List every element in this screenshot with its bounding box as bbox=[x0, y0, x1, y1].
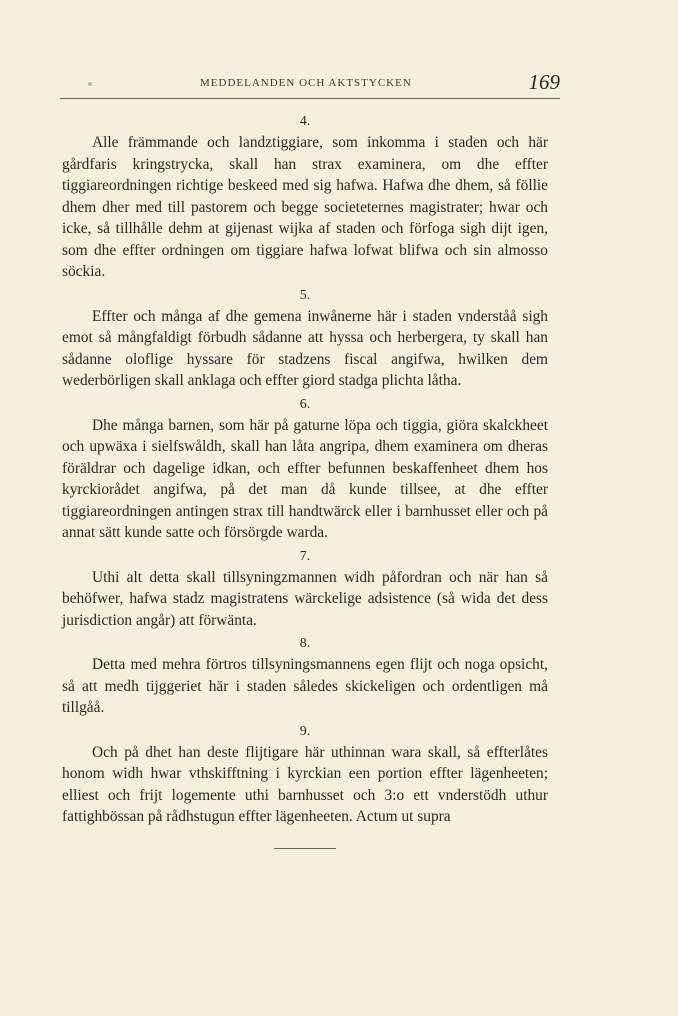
section-text-4: Alle främmande och landztiggiare, som inkomma i staden och här gårdfaris kringstrycka, skall han strax examinera, om dhe effter tiggiareordningen richtige beskeed med sig hafwa. Hafwa dhe dhem, så föllie dhem dher med till pastorem och begge societeternes magistrater; hwar och icke, så tillhålle dehm at gijenast wijka af staden och förfoga sigh dijt igen, som dhe effter ordningen om tiggiare hafwa lofwat blifwa och sin almosso söckia. bbox=[62, 134, 548, 280]
section-number-6: 6. bbox=[299, 396, 311, 412]
section-number-9: 9. bbox=[299, 723, 311, 739]
running-head: MEDDELANDEN OCH AKTSTYCKEN bbox=[200, 77, 412, 89]
body-text bbox=[62, 112, 548, 849]
page-header bbox=[60, 72, 560, 99]
section-text-6: Dhe många barnen, som här på gaturne löpa och tiggia, giöra skalckheet och upwäxa i sielfswåldh, skall han låta angripa, dhem examinera om dheras föräldrar och dagelige idkan, och effter befunnen beskaffenheet dhem hos kyrckiorådet angifwa, på det man då kunde tillsee, at dhe effter tiggiareordningen antingen strax till handtwärck eller i barnhusset eller och på annat sätt kunde satte och försörgde warda. bbox=[62, 416, 548, 541]
section-number-8: 8. bbox=[299, 636, 311, 651]
section-text-7: Uthi alt detta skall tillsyningzmannen widh påfordran och när han så behöfwer, hafwa stadz magistratens wärckelige adsistence (så wida det dess jurisdiction angår) att förwänta. bbox=[62, 568, 548, 629]
ink-speck bbox=[88, 82, 92, 86]
section-text-8: Detta med mehra förtros tillsyningsmannens egen flijt och noga opsicht, så att medh tijggeriet här i staden således skickeligen och ordentligen må tillgåå. bbox=[62, 656, 548, 716]
section-text-5: Effter och många af dhe gemena inwånerne här i staden vnderståå sigh emot så mångfaldigt förbudh sådanne att hyssa och herbergera, ty skall han sådanne oloflige hyssare för stadzens fiscal angifwa, hwilken dem wederbörligen skall anklaga och effter giord stadga plichta låtha. bbox=[62, 307, 548, 389]
page-number: 169 bbox=[528, 70, 560, 94]
section-number-4: 4. bbox=[299, 114, 311, 129]
section-number-5: 5. bbox=[299, 287, 311, 303]
section-text-9: Och på dhet han deste flijtigare här uthinnan wara skall, så effterlåtes honom widh hwar vthskifftning i kyrckian een portion effter lägenheeten; elliest och frijt logemente uthi barnhusset och 3:o ett vnderstödh uthur fattighbössan på rådhstugun effter lägenheeten. Actum ut supra bbox=[62, 743, 548, 825]
end-rule bbox=[274, 848, 336, 849]
section-number-7: 7. bbox=[299, 548, 311, 564]
